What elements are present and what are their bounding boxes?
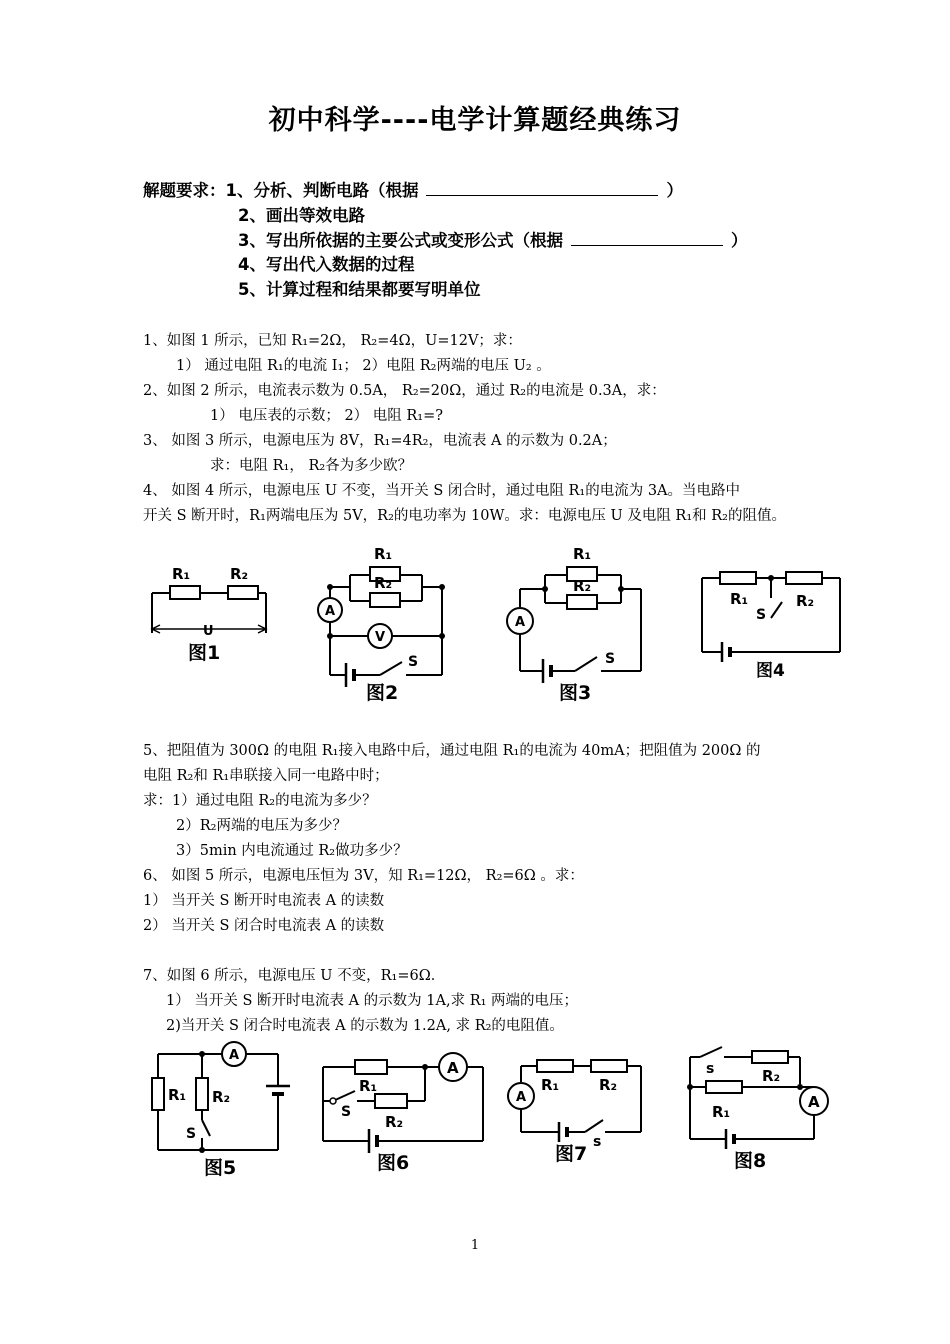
q5-sub-2: 2）R₂两端的电压为多少？: [176, 818, 347, 834]
figure-1-circuit: [140, 555, 280, 665]
requirements-lead: 解题要求：: [143, 181, 226, 200]
q2-line: 2、如图 2 所示，电流表示数为 0.5A， R₂=20Ω，通过 R₂的电流是 0.3A，求：: [143, 383, 666, 399]
figure-5-circuit: [148, 1040, 298, 1180]
fig1-caption: 图1: [188, 642, 221, 664]
q4-line-2: 开关 S 断开时，R₁两端电压为 5V，R₂的电功率为 10W。求：电源电压 U 及电阻 R₁和 R₂的阻值。: [143, 508, 786, 524]
requirement-1: 1、分析、判断电路（根据: [225, 181, 419, 200]
fig2-caption: 图2: [366, 682, 399, 704]
q1-sub: 1） 通过电阻 R₁的电流 I₁； 2）电阻 R₂两端的电压 U₂ 。: [176, 358, 551, 374]
fig6-r1-label: R₁: [359, 1077, 378, 1095]
requirements-line-3: [238, 227, 747, 251]
q5-line: 5、把阻值为 300Ω 的电阻 R₁接入电路中后，通过电阻 R₁的电流为 40mA；把阻值为 200Ω 的: [143, 743, 761, 759]
page-title: 初中科学----电学计算题经典练习: [268, 105, 682, 136]
fig5-r1-label: R₁: [168, 1086, 187, 1104]
requirement-1-close: ）: [666, 181, 683, 200]
fig6-ammeter-label: A: [447, 1059, 459, 1077]
fig6-switch-label: S: [341, 1104, 352, 1120]
fig6-caption: 图6: [377, 1152, 410, 1174]
fig7-r1-label: R₁: [541, 1076, 560, 1094]
q1-line: 1、如图 1 所示，已知 R₁=2Ω， R₂=4Ω，U=12V；求：: [143, 333, 522, 349]
q6-line: 6、 如图 5 所示，电源电压恒为 3V，知 R₁=12Ω， R₂=6Ω 。求：: [143, 868, 584, 884]
fig3-caption: 图3: [559, 682, 592, 704]
fig8-r2-label: R₂: [762, 1067, 781, 1085]
fig2-switch-label: S: [408, 654, 419, 670]
requirement-3: 3、写出所依据的主要公式或变形公式（根据: [238, 231, 563, 250]
fig5-caption: 图5: [204, 1157, 237, 1179]
fig7-r2-label: R₂: [599, 1076, 618, 1094]
q3-line: 3、 如图 3 所示，电源电压为 8V，R₁=4R₂，电流表 A 的示数为 0.2A；: [143, 433, 617, 449]
fig6-r2-label: R₂: [385, 1113, 404, 1131]
requirement-2: 2、画出等效电路: [238, 206, 365, 225]
fig4-switch-label: S: [756, 607, 767, 623]
fig3-switch-label: S: [605, 651, 616, 667]
q7-line: 7、如图 6 所示，电源电压 U 不变，R₁=6Ω．: [143, 968, 446, 984]
q5-line-2: 电阻 R₂和 R₁串联接入同一电路中时；: [143, 768, 389, 784]
fig2-r1-label: R₁: [374, 545, 393, 563]
fig3-r2-label: R₂: [573, 577, 592, 595]
figure-8-circuit: [680, 1045, 840, 1175]
q6-sub-2: 2） 当开关 S 闭合时电流表 A 的读数: [143, 918, 385, 934]
fig8-r1-label: R₁: [712, 1103, 731, 1121]
figure-7-circuit: [505, 1050, 655, 1175]
fig7-switch-label: s: [593, 1134, 602, 1150]
fig4-r2-label: R₂: [796, 592, 815, 610]
q7-sub-2: 2)当开关 S 闭合时电流表 A 的示数为 1.2A, 求 R₂的电阻值。: [166, 1018, 564, 1034]
fig1-u-label: U: [203, 624, 214, 639]
requirement-5: 5、计算过程和结果都要写明单位: [238, 280, 481, 299]
fig8-caption: 图8: [734, 1150, 767, 1172]
answer-blank-2[interactable]: [571, 229, 723, 246]
fig5-r2-label: R₂: [212, 1088, 231, 1106]
answer-blank-1[interactable]: [426, 179, 658, 196]
q7-sub-1: 1） 当开关 S 断开时电流表 A 的示数为 1A,求 R₁ 两端的电压；: [166, 993, 579, 1009]
figure-2-circuit: [310, 535, 460, 705]
fig2-voltmeter-label: V: [375, 630, 386, 645]
figure-4-circuit: [692, 560, 852, 685]
fig1-r1-label: R₁: [172, 565, 191, 583]
fig3-ammeter-label: A: [515, 615, 526, 630]
q4-line: 4、 如图 4 所示，电源电压 U 不变，当开关 S 闭合时，通过电阻 R₁的电流为 3A。当电路中: [143, 483, 741, 499]
fig1-r2-label: R₂: [230, 565, 249, 583]
requirement-4: 4、写出代入数据的过程: [238, 255, 415, 274]
q5-sub-3: 3）5min 内电流通过 R₂做功多少？: [176, 843, 408, 859]
fig4-caption: 图4: [756, 661, 785, 681]
q2-sub: 1） 电压表的示数； 2） 电阻 R₁=?: [210, 408, 444, 424]
q5-sub-1: 求：1）通过电阻 R₂的电流为多少？: [143, 793, 377, 809]
fig7-caption: 图7: [555, 1143, 588, 1165]
fig7-ammeter-label: A: [516, 1090, 527, 1105]
page-number: 1: [470, 1238, 480, 1253]
fig3-r1-label: R₁: [573, 545, 592, 563]
fig2-r2-label: R₂: [374, 574, 393, 592]
requirements-line-1: [143, 177, 683, 201]
requirement-3-close: ）: [730, 231, 748, 250]
fig5-switch-label: S: [186, 1126, 197, 1142]
fig2-ammeter-label: A: [325, 604, 336, 619]
q3-sub: 求：电阻 R₁， R₂各为多少欧？: [210, 458, 413, 474]
fig8-switch-label: s: [706, 1061, 715, 1077]
fig4-r1-label: R₁: [730, 590, 749, 608]
fig8-ammeter-label: A: [808, 1093, 820, 1111]
figure-3-circuit: [505, 535, 655, 705]
q6-sub-1: 1） 当开关 S 断开时电流表 A 的读数: [143, 893, 385, 909]
fig5-ammeter-label: A: [229, 1048, 240, 1063]
figure-6-circuit: [315, 1045, 490, 1175]
